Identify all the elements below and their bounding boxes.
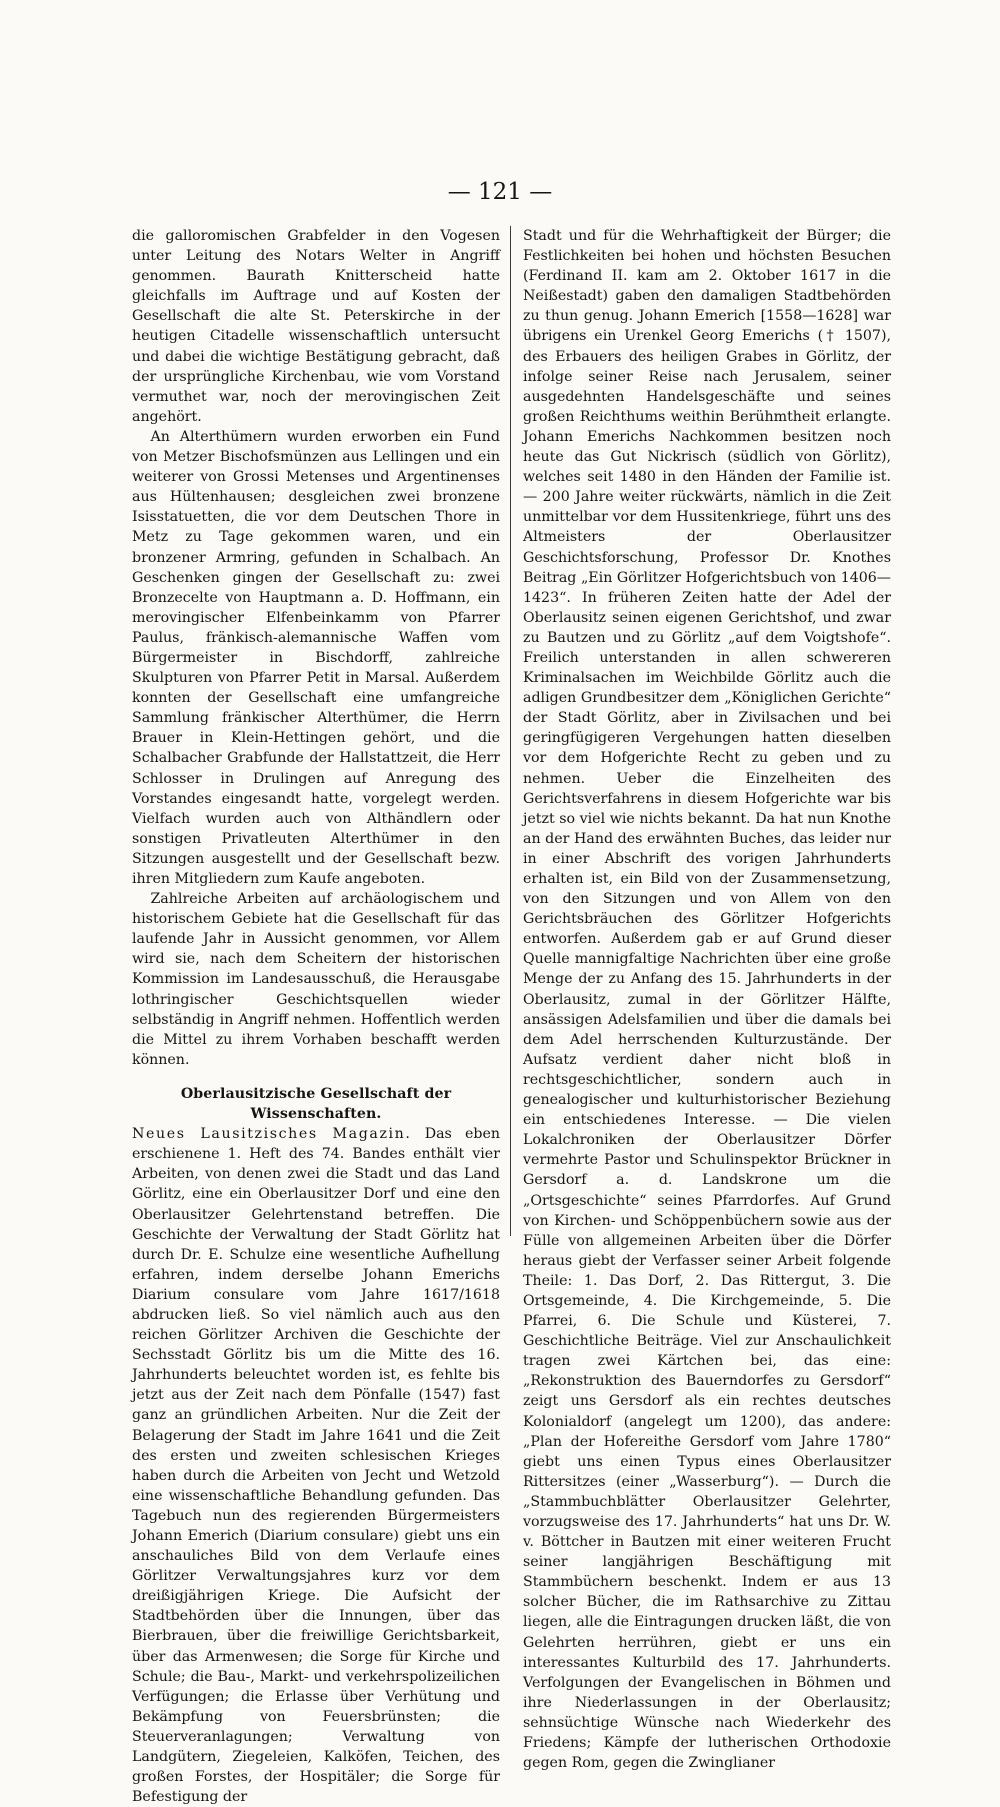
- paragraph-left-1: die galloromischen Grabfelder in den Vogesen unter Leitung des Notars Welter in Angriff genommen. Baurath Knitterscheid hatte gleichfalls im Auftrage und auf Kosten der Gesellschaft die alte St. Peterskirche in der heutigen Citadelle wissenschaftlich untersucht und dabei die wichtige Bestätigung gebracht, daß der ursprüngliche Kirchenbau, wie vom Vorstand vermuthet war, noch der merovingischen Zeit angehört.: [132, 228, 500, 425]
- paragraph-left-3: Zahlreiche Arbeiten auf archäologischem und historischem Gebiete hat die Gesellschaft für das laufende Jahr in Aussicht genommen, vor Allem wird sie, nach dem Scheitern der historischen Kommission im Landesausschuß, die Herausgabe lothringischer Geschichtsquellen wieder selbständig in Angriff nehmen. Hoffentlich werden die Mittel zu ihrem Vorhaben beschafft werden können.: [132, 891, 500, 1068]
- left-column: [132, 226, 500, 1806]
- section-heading: Oberlausitzische Gesellschaft der Wissenschaften.: [180, 1085, 452, 1123]
- journal-title: Neues Lausitzisches Magazin.: [132, 1126, 412, 1143]
- paragraph-right-1: Stadt und für die Wehrhaftigkeit der Bürger; die Festlichkeiten bei hohen und höchsten Besuchen (Ferdinand II. kam am 2. Oktober 1617 in die Neißestadt) gaben den damaligen Stadtbehörden zu thun genug. Johann Emerich [1558—1628] war übrigens ein Urenkel Georg Emerichs († 1507), des Erbauers des heiligen Grabes in Görlitz, der infolge seiner Reise nach Jerusalem, seiner ausgedehnten Handelsgeschäfte und seines großen Reichthums weithin Berühmtheit erlangte. Johann Emerichs Nachkommen besitzen noch heute das Gut Nickrisch (südlich von Görlitz), welches seit 1480 in den Händen der Familie ist. — 200 Jahre weiter rückwärts, nämlich in die Zeit unmittelbar vor dem Hussitenkriege, führt uns des Altmeisters der Oberlausitzer Geschichtsforschung, Professor Dr. Knothes Beitrag „Ein Görlitzer Hofgerichtsbuch von 1406—1423“. In früheren Zeiten hatte der Adel der Oberlausitz seinen eigenen Gerichtshof, und zwar zu Bautzen und zu Görlitz „auf dem Voigtshofe“. Freilich unterstanden in allen schwereren Kriminalsachen im Weichbilde Görlitz auch die adligen Grundbesitzer dem „Königlichen Gerichte“ der Stadt Görlitz, aber in Zivilsachen und bei geringfügigeren Vergehungen hatten dieselben vor dem Hofgerichte Recht zu geben und zu nehmen. Ueber die Einzelheiten des Gerichtsverfahrens in diesem Hofgerichte war bis jetzt so viel wie nichts bekannt. Da hat nun Knothe an der Hand des erwähnten Buches, das leider nur in einer Abschrift des vorigen Jahrhunderts erhalten ist, ein Bild von der Zusammensetzung, von den Sitzungen und von Allem von den Gerichtsbräuchen des Görlitzer Hofgerichts entworfen. Außerdem gab er auf Grund dieser Quelle mannigfaltige Nachrichten über eine große Menge der zu Anfang des 15. Jahrhunderts in der Oberlausitz, zumal in der Görlitzer Hälfte, ansässigen Adelsfamilien und über die damals bei dem Adel herrschenden Kulturzustände. Der Aufsatz verdient daher nicht bloß in rechtsgeschichtlicher, sondern auch in genealogischer und kulturhistorischer Beziehung ein entschiedenes Interesse. — Die vielen Lokalchroniken der Oberlausitzer Dörfer vermehrte Pastor und Schulinspektor Brückner in Gersdorf a. d. Landskrone um die „Ortsgeschichte“ seines Pfarrdorfes. Auf Grund von Kirchen- und Schöppenbüchern sowie aus der Fülle von allgemeinen Arbeiten über die Dörfer heraus giebt der Verfasser seiner Arbeit folgende Theile: 1. Das Dorf, 2. Das Rittergut, 3. Die Ortsgemeinde, 4. Die Kirchgemeinde, 5. Die Pfarrei, 6. Die Schule und Küsterei, 7. Geschichtliche Beiträge. Viel zur Anschaulichkeit tragen zwei Kärtchen bei, das eine: „Rekonstruktion des Bauerndorfes zu Gersdorf“ zeigt uns Gersdorf als ein rechtes deutsches Kolonialdorf (angelegt um 1200), das andere: „Plan der Hofereithe Gersdorf vom Jahre 1780“ giebt uns einen Typus eines Oberlausitzer Rittersitzes (einer „Wasserburg“). — Durch die „Stammbuchblätter Oberlausitzer Gelehrter, vorzugsweise des 17. Jahrhunderts“ hat uns Dr. W. v. Böttcher in Bautzen mit einer weiteren Frucht seiner langjährigen Beschäftigung mit Stammbüchern beschenkt. Indem er aus 13 solcher Bücher, die im Rathsarchive zu Zittau liegen, alle die Eintragungen drucken läßt, die von Gelehrten herrühren, giebt er uns ein interessantes Kulturbild des 17. Jahrhunderts. Verfolgungen der Evangelischen in Böhmen und ihre Niederlassungen in der Oberlausitz; sehnsüchtige Wünsche nach Wiederkehr des Friedens; Kämpfe der lutherischen Orthodoxie gegen Rom, gegen die Zwinglianer: [523, 228, 891, 1772]
- paragraph-left-4: [132, 1124, 500, 1807]
- column-divider: [510, 226, 511, 1236]
- page-number: — 121 —: [447, 179, 553, 205]
- right-column: [523, 226, 891, 1772]
- paragraph-left-2: An Alterthümern wurden erworben ein Fund von Metzer Bischofsmünzen aus Lellingen und ein weiterer von Grossi Metenses und Argentinenses aus Hültenhausen; desgleichen zwei bronzene Isisstatuetten, die vor dem Deutschen Thore in Metz zu Tage gekommen waren, und ein bronzener Armring, gefunden in Schalbach. An Geschenken gingen der Gesellschaft zu: zwei Bronzecelte von Hauptmann a. D. Hoffmann, ein merovingischer Elfenbeinkamm von Pfarrer Paulus, fränkisch-alemannische Waffen vom Bürgermeister in Bischdorff, zahlreiche Skulpturen von Pfarrer Petit in Marsal. Außerdem konnten der Gesellschaft eine umfangreiche Sammlung fränkischer Alterthümer, die Herrn Brauer in Klein-Hettingen gehört, und die Schalbacher Grabfunde der Hallstattzeit, die Herr Schlosser in Drulingen auf Anregung des Vorstandes eingesandt hatte, vorgelegt werden. Vielfach wurden auch von Althändlern oder sonstigen Privatleuten Alterthümer in den Sitzungen ausgestellt und der Gesellschaft bezw. ihren Mitgliedern zum Kaufe angeboten.: [132, 428, 500, 887]
- paragraph-left-4-text: Das eben erschienene 1. Heft des 74. Bandes enthält vier Arbeiten, von denen zwei die Stadt und das Land Görlitz, eine ein Oberlausitzer Dorf und eine den Oberlausitzer Gelehrtenstand betreffen. Die Geschichte der Verwaltung der Stadt Görlitz hat durch Dr. E. Schulze eine wesentliche Aufhellung erfahren, indem derselbe Johann Emerichs Diarium consulare vom Jahre 1617/1618 abdrucken ließ. So viel nämlich auch aus den reichen Görlitzer Archiven die Geschichte der Sechsstadt Görlitz bis um die Mitte des 16. Jahrhunderts beleuchtet worden ist, es fehlte bis jetzt aus der Zeit nach dem Pönfalle (1547) fast ganz an gründlichen Arbeiten. Nur die Zeit der Belagerung der Stadt im Jahre 1641 und die Zeit des ersten und zweiten schlesischen Krieges haben durch die Arbeiten von Jecht und Wetzold eine wissenschaftliche Behandlung gefunden. Das Tagebuch nun des regierenden Bürgermeisters Johann Emerich (Diarium consulare) giebt uns ein anschauliches Bild von dem Verlaufe eines Görlitzer Verwaltungsjahres kurz vor dem dreißigjährigen Kriege. Die Aufsicht der Stadtbehörden über die Innungen, über das Bierbrauen, über die freiwillige Gerichtsbarkeit, über das Armenwesen; die Sorge für Kirche und Schule; die Bau-, Markt- und verkehrspolizeilichen Verfügungen; die Erlasse über Verhütung und Bekämpfung von Feuersbrünsten; die Steuerveranlagungen; Verwaltung von Landgütern, Ziegeleien, Kalköfen, Teichen, des großen Forstes, der Hospitäler; die Sorge für Befestigung der: [132, 1126, 500, 1806]
